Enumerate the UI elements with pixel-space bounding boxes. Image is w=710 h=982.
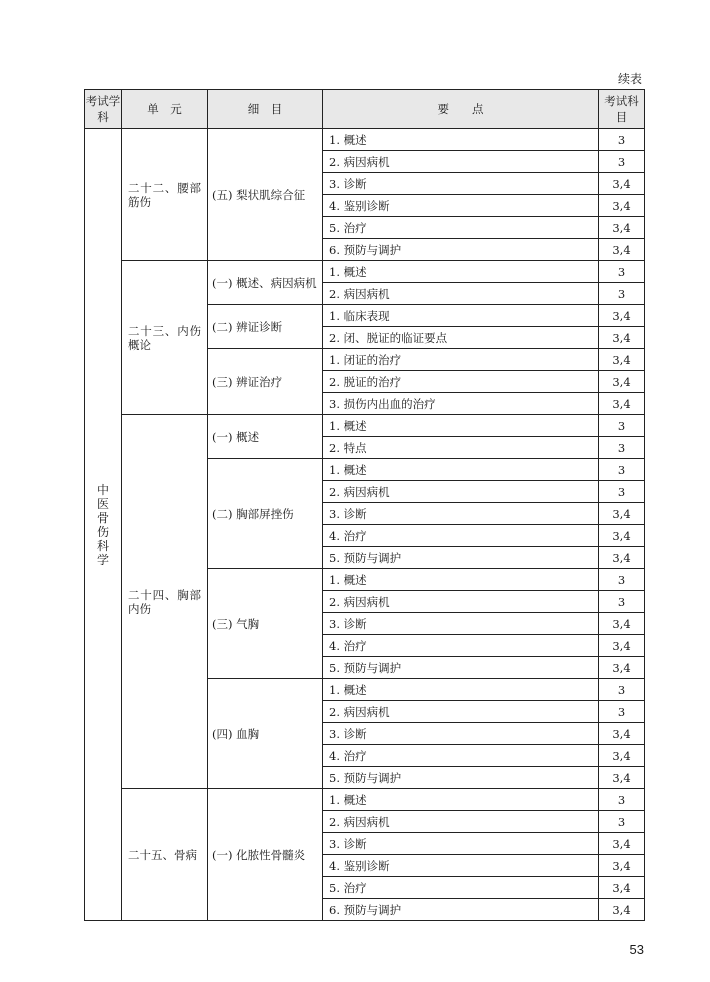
point-cell: 6. 预防与调护 bbox=[323, 239, 599, 261]
level-cell: 3,4 bbox=[599, 239, 645, 261]
table-row bbox=[85, 415, 645, 437]
level-cell: 3 bbox=[599, 459, 645, 481]
point-cell: 2. 病因病机 bbox=[323, 481, 599, 503]
point-cell: 1. 概述 bbox=[323, 415, 599, 437]
point-cell: 6. 预防与调护 bbox=[323, 899, 599, 921]
item-cell: (一) 概述 bbox=[208, 415, 323, 459]
level-cell: 3,4 bbox=[599, 855, 645, 877]
page-number: 53 bbox=[629, 942, 644, 957]
unit-cell: 二十五、骨病 bbox=[122, 789, 208, 921]
point-cell: 3. 损伤内出血的治疗 bbox=[323, 393, 599, 415]
point-cell: 1. 概述 bbox=[323, 261, 599, 283]
syllabus-table bbox=[84, 89, 645, 921]
item-cell: (五) 梨状肌综合征 bbox=[208, 129, 323, 261]
level-cell: 3,4 bbox=[599, 503, 645, 525]
point-cell: 3. 诊断 bbox=[323, 613, 599, 635]
item-cell: (一) 概述、病因病机 bbox=[208, 261, 323, 305]
level-cell: 3,4 bbox=[599, 525, 645, 547]
level-cell: 3 bbox=[599, 591, 645, 613]
level-cell: 3,4 bbox=[599, 371, 645, 393]
point-cell: 2. 病因病机 bbox=[323, 591, 599, 613]
table-body bbox=[85, 129, 645, 921]
point-cell: 4. 治疗 bbox=[323, 525, 599, 547]
header-subject: 考试学科 bbox=[85, 90, 122, 129]
level-cell: 3,4 bbox=[599, 173, 645, 195]
level-cell: 3 bbox=[599, 415, 645, 437]
unit-cell: 二十三、内伤概论 bbox=[122, 261, 208, 415]
point-cell: 2. 病因病机 bbox=[323, 151, 599, 173]
point-cell: 1. 临床表现 bbox=[323, 305, 599, 327]
point-cell: 2. 病因病机 bbox=[323, 283, 599, 305]
point-cell: 4. 治疗 bbox=[323, 635, 599, 657]
table-row bbox=[85, 261, 645, 283]
level-cell: 3 bbox=[599, 129, 645, 151]
level-cell: 3,4 bbox=[599, 305, 645, 327]
level-cell: 3 bbox=[599, 789, 645, 811]
unit-cell: 二十四、胸部内伤 bbox=[122, 415, 208, 789]
continued-label: 续表 bbox=[617, 72, 642, 86]
point-cell: 2. 特点 bbox=[323, 437, 599, 459]
subject-label: 中医骨伤科学 bbox=[97, 482, 110, 567]
point-cell: 2. 脱证的治疗 bbox=[323, 371, 599, 393]
level-cell: 3,4 bbox=[599, 547, 645, 569]
point-cell: 3. 诊断 bbox=[323, 833, 599, 855]
point-cell: 1. 概述 bbox=[323, 459, 599, 481]
level-cell: 3,4 bbox=[599, 723, 645, 745]
level-cell: 3 bbox=[599, 679, 645, 701]
header-item: 细 目 bbox=[208, 90, 323, 129]
level-cell: 3,4 bbox=[599, 613, 645, 635]
level-cell: 3,4 bbox=[599, 745, 645, 767]
point-cell: 5. 治疗 bbox=[323, 217, 599, 239]
level-cell: 3 bbox=[599, 283, 645, 305]
level-cell: 3,4 bbox=[599, 195, 645, 217]
point-cell: 4. 鉴别诊断 bbox=[323, 855, 599, 877]
level-cell: 3 bbox=[599, 481, 645, 503]
level-cell: 3 bbox=[599, 151, 645, 173]
point-cell: 4. 鉴别诊断 bbox=[323, 195, 599, 217]
point-cell: 2. 闭、脱证的临证要点 bbox=[323, 327, 599, 349]
level-cell: 3,4 bbox=[599, 899, 645, 921]
level-cell: 3,4 bbox=[599, 877, 645, 899]
point-cell: 3. 诊断 bbox=[323, 503, 599, 525]
point-cell: 5. 治疗 bbox=[323, 877, 599, 899]
item-cell: (二) 辨证诊断 bbox=[208, 305, 323, 349]
unit-cell: 二十二、腰部筋伤 bbox=[122, 129, 208, 261]
level-cell: 3,4 bbox=[599, 767, 645, 789]
point-cell: 2. 病因病机 bbox=[323, 701, 599, 723]
level-cell: 3 bbox=[599, 569, 645, 591]
point-cell: 2. 病因病机 bbox=[323, 811, 599, 833]
subject-cell bbox=[85, 129, 122, 921]
table-row bbox=[85, 789, 645, 811]
point-cell: 3. 诊断 bbox=[323, 173, 599, 195]
item-cell: (四) 血胸 bbox=[208, 679, 323, 789]
item-cell: (三) 气胸 bbox=[208, 569, 323, 679]
point-cell: 1. 概述 bbox=[323, 569, 599, 591]
level-cell: 3,4 bbox=[599, 833, 645, 855]
point-cell: 1. 概述 bbox=[323, 789, 599, 811]
level-cell: 3,4 bbox=[599, 349, 645, 371]
level-cell: 3,4 bbox=[599, 217, 645, 239]
level-cell: 3 bbox=[599, 437, 645, 459]
level-cell: 3,4 bbox=[599, 657, 645, 679]
point-cell: 1. 闭证的治疗 bbox=[323, 349, 599, 371]
point-cell: 1. 概述 bbox=[323, 129, 599, 151]
level-cell: 3,4 bbox=[599, 393, 645, 415]
level-cell: 3 bbox=[599, 811, 645, 833]
header-level: 考试科目 bbox=[599, 90, 645, 129]
point-cell: 5. 预防与调护 bbox=[323, 547, 599, 569]
point-cell: 1. 概述 bbox=[323, 679, 599, 701]
level-cell: 3,4 bbox=[599, 635, 645, 657]
point-cell: 4. 治疗 bbox=[323, 745, 599, 767]
table-header-row bbox=[85, 90, 645, 129]
level-cell: 3,4 bbox=[599, 327, 645, 349]
level-cell: 3 bbox=[599, 701, 645, 723]
header-unit: 单 元 bbox=[122, 90, 208, 129]
level-cell: 3 bbox=[599, 261, 645, 283]
point-cell: 3. 诊断 bbox=[323, 723, 599, 745]
item-cell: (三) 辨证治疗 bbox=[208, 349, 323, 415]
header-point: 要 点 bbox=[323, 90, 599, 129]
point-cell: 5. 预防与调护 bbox=[323, 767, 599, 789]
table-row bbox=[85, 129, 645, 151]
point-cell: 5. 预防与调护 bbox=[323, 657, 599, 679]
item-cell: (二) 胸部屏挫伤 bbox=[208, 459, 323, 569]
item-cell: (一) 化脓性骨髓炎 bbox=[208, 789, 323, 921]
